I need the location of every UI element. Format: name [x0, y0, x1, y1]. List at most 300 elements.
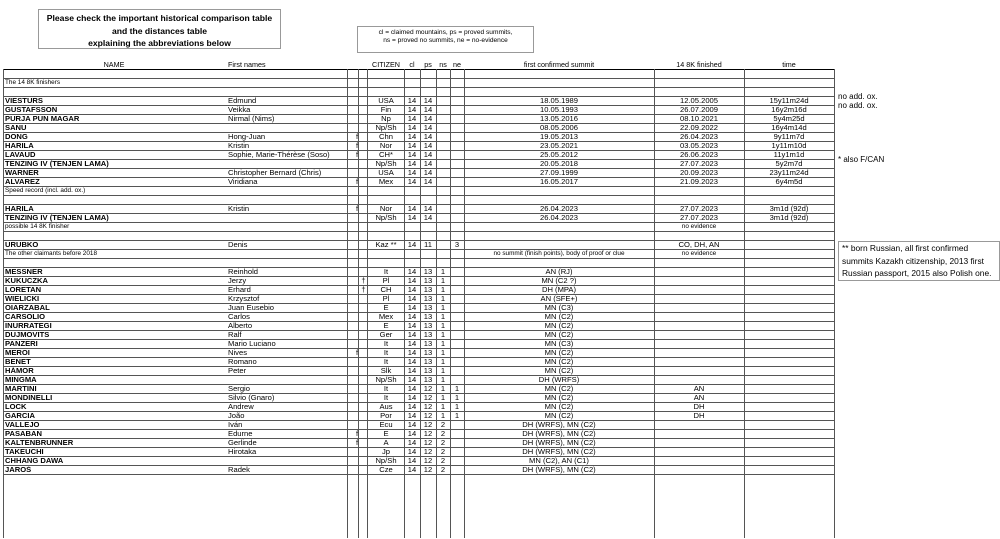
cl-cell: 14 [407, 448, 417, 456]
female-flag-cell: f [355, 349, 359, 357]
first-summit-cell: DH (WRFS), MN (C2) [522, 430, 596, 438]
ps-cell: 14 [423, 169, 433, 177]
table-row [3, 331, 835, 340]
ns-cell: 1 [440, 403, 446, 411]
cl-cell: 14 [407, 403, 417, 411]
first-summit-cell: MN (C3) [544, 340, 574, 348]
cl-cell: 14 [407, 205, 417, 213]
first-name-cell: Sergio [228, 385, 250, 393]
table-row [3, 376, 835, 385]
header-ps: ps [424, 60, 432, 69]
name-cell: LAVAUD [5, 151, 36, 159]
cl-cell: 14 [407, 439, 417, 447]
finished-cell: 27.07.2023 [679, 160, 718, 168]
finished-cell [654, 421, 744, 430]
first-name-cell: Christopher Bernard (Chris) [228, 169, 322, 177]
cl-cell: 14 [407, 106, 417, 114]
table-row [3, 367, 835, 376]
name-cell: GUSTAFSSON [5, 106, 58, 114]
ps-cell: 13 [423, 331, 433, 339]
citizen-cell: Slk [380, 367, 392, 375]
citizen-cell: Aus [379, 403, 393, 411]
ns-cell: 1 [440, 286, 446, 294]
name-cell: OIARZABAL [5, 304, 50, 312]
ns-cell: 1 [440, 313, 446, 321]
first-name-cell: Mario Luciano [228, 340, 276, 348]
finished-cell [654, 331, 744, 340]
cl-cell: 14 [407, 367, 417, 375]
cl-cell: 14 [407, 142, 417, 150]
ne-cell [450, 124, 464, 133]
time-cell [744, 349, 834, 358]
urubko-note-box [838, 241, 1000, 281]
col-divider [347, 69, 348, 538]
citizen-cell: USA [378, 169, 394, 177]
finished-cell: 27.07.2023 [679, 214, 718, 222]
ne-cell [450, 313, 464, 322]
time-cell [744, 295, 834, 304]
table-row [3, 160, 835, 169]
ps-cell: 13 [423, 322, 433, 330]
table-row [3, 394, 835, 403]
ps-cell: 14 [423, 205, 433, 213]
table-row [3, 124, 835, 133]
finished-cell: DH [693, 403, 705, 411]
ps-cell: 14 [423, 160, 433, 168]
citizen-cell: Jp [381, 448, 391, 456]
time-cell [744, 412, 834, 421]
first-summit-cell: DH (WRFS), MN (C2) [522, 439, 596, 447]
citizen-cell: It [383, 394, 389, 402]
ns-cell: 1 [440, 349, 446, 357]
citizen-cell: Ecu [379, 421, 393, 429]
name-cell: WIELICKI [5, 295, 40, 303]
table-row [3, 169, 835, 178]
cl-cell: 14 [407, 115, 417, 123]
first-summit-cell: 08.05.2006 [539, 124, 578, 132]
first-summit-cell: DH (WRFS), MN (C2) [522, 448, 596, 456]
first-summit-cell: MN (C2) [544, 358, 574, 366]
first-name-cell: Gerlinde [228, 439, 257, 447]
ps-cell: 13 [423, 313, 433, 321]
ne-cell [450, 205, 464, 214]
first-summit-cell: MN (C3) [544, 304, 574, 312]
section-row [3, 223, 835, 232]
ps-cell: 13 [423, 349, 433, 357]
ps-cell: 13 [423, 286, 433, 294]
ne-cell [450, 466, 464, 475]
first-summit-cell [464, 241, 654, 250]
ns-cell: 1 [440, 358, 446, 366]
ne-cell [450, 169, 464, 178]
side-note-gustafsson: no add. ox. [838, 101, 878, 110]
header-name: NAME [103, 60, 125, 69]
ne-cell [450, 268, 464, 277]
citizen-cell: It [383, 340, 389, 348]
table-row [3, 385, 835, 394]
first-summit-cell: no summit (finish points), body of proof or clue [493, 250, 625, 257]
time-cell [744, 277, 834, 286]
cl-cell: 14 [407, 214, 417, 222]
citizen-cell: Pl [382, 277, 390, 285]
first-summit-cell: DH (MPA) [541, 286, 577, 294]
ns-cell: 1 [440, 412, 446, 420]
table-row [3, 268, 835, 277]
name-cell: MINGMA [5, 376, 37, 384]
cl-cell: 14 [407, 277, 417, 285]
time-cell [744, 376, 834, 385]
first-name-cell: Kristin [228, 205, 250, 213]
name-cell: MEROI [5, 349, 30, 357]
ns-cell: 1 [440, 331, 446, 339]
name-cell: MONDINELLI [5, 394, 53, 402]
name-cell: MESSNER [5, 268, 43, 276]
name-cell: PASABAN [5, 430, 42, 438]
ne-cell [450, 295, 464, 304]
finished-cell: 22.09.2022 [679, 124, 718, 132]
first-name-cell: Hirotaka [228, 448, 257, 456]
ne-cell [450, 286, 464, 295]
finished-cell [654, 322, 744, 331]
ne-cell [450, 106, 464, 115]
citizen-cell: It [383, 349, 389, 357]
time-cell [744, 421, 834, 430]
ne-cell: 1 [454, 385, 460, 393]
header-ne: ne [453, 60, 461, 69]
deceased-cell: † [361, 286, 366, 294]
ne-cell [450, 331, 464, 340]
name-cell: PURJA PUN MAGAR [5, 115, 80, 123]
female-flag-cell: f [355, 439, 359, 447]
finished-cell [654, 277, 744, 286]
first-summit-cell: MN (C2), AN (C1) [529, 457, 589, 465]
first-name-cell: Edmund [228, 97, 257, 105]
col-divider [367, 69, 368, 538]
deceased-cell [360, 115, 367, 124]
first-summit-cell: MN (C2) [544, 385, 574, 393]
finished-cell [654, 358, 744, 367]
deceased-cell [360, 313, 367, 322]
female-flag-cell: f [355, 430, 359, 438]
table-row [3, 151, 835, 160]
name-cell: DONG [5, 133, 28, 141]
name-cell: KUKUCZKA [5, 277, 49, 285]
first-name-cell: Nives [228, 349, 247, 357]
ns-cell: 1 [440, 340, 446, 348]
time-cell [744, 286, 834, 295]
ps-cell: 12 [423, 403, 433, 411]
ns-cell [436, 115, 450, 124]
note-line-1: Please check the important historical comparison table [46, 13, 273, 23]
name-cell: TENZING IV (TENJEN LAMA) [5, 160, 109, 168]
finished-cell: 27.07.2023 [679, 205, 718, 213]
first-name-cell: Denis [228, 241, 248, 249]
finished-cell: no evidence [681, 223, 717, 230]
first-name-cell: Krzysztof [228, 295, 260, 303]
ps-cell: 13 [423, 376, 433, 384]
name-cell: DUJMOVITS [5, 331, 50, 339]
ps-cell: 12 [423, 448, 433, 456]
deceased-cell [360, 268, 367, 277]
table-row [3, 304, 835, 313]
deceased-cell [360, 394, 367, 403]
time-cell: 5y2m7d [775, 160, 803, 168]
deceased-cell [360, 421, 367, 430]
legend-line-1: cl = claimed mountains, ps = proved summits, [378, 29, 513, 36]
time-cell: 16y4m14d [771, 124, 807, 132]
first-summit-cell: 13.05.2016 [539, 115, 578, 123]
deceased-cell [360, 322, 367, 331]
deceased-cell [360, 376, 367, 385]
cl-cell: 14 [407, 358, 417, 366]
ps-cell: 13 [423, 340, 433, 348]
urubko-note-line-2: summits Kazakh citizenship, 2013 first [842, 255, 984, 266]
ps-cell: 12 [423, 412, 433, 420]
section-label: The other claimants before 2018 [5, 250, 98, 257]
name-cell: LORETAN [5, 286, 42, 294]
first-summit-cell: 26.04.2023 [539, 214, 578, 222]
ps-cell: 14 [423, 151, 433, 159]
citizen-cell: USA [378, 97, 394, 105]
citizen-cell: CH* [379, 151, 393, 159]
deceased-cell [360, 133, 367, 142]
ne-cell [450, 142, 464, 151]
ns-cell [436, 97, 450, 106]
ne-cell: 1 [454, 403, 460, 411]
section-label: possible 14 8K finisher [5, 223, 70, 230]
deceased-cell [360, 457, 367, 466]
finished-cell [654, 340, 744, 349]
time-cell: 23y11m24d [769, 169, 809, 177]
section-row [3, 250, 835, 259]
table-row [3, 322, 835, 331]
ns-cell [436, 106, 450, 115]
first-name-cell: Iván [228, 421, 243, 429]
ps-cell: 13 [423, 277, 433, 285]
citizen-cell: A [383, 439, 389, 447]
finished-cell: AN [693, 385, 705, 393]
first-summit-cell: DH (WRFS) [538, 376, 580, 384]
ne-cell [450, 457, 464, 466]
ne-cell [450, 304, 464, 313]
first-summit-cell: 10.05.1993 [539, 106, 578, 114]
time-cell [744, 367, 834, 376]
first-name-cell: Sophie, Marie-Thérèse (Soso) [228, 151, 330, 159]
name-cell: TAKEUCHI [5, 448, 44, 456]
first-summit-cell: MN (C2) [544, 322, 574, 330]
urubko-note-line-1: ** born Russian, all first confirmed [842, 243, 969, 253]
ne-cell [450, 133, 464, 142]
first-summit-cell: MN (C2) [544, 394, 574, 402]
cl-cell: 14 [407, 394, 417, 402]
cl-cell: 14 [407, 133, 417, 141]
deceased-cell [360, 124, 367, 133]
first-name-cell: Alberto [228, 322, 253, 330]
citizen-cell: Kaz ** [375, 241, 397, 249]
section-row [3, 187, 835, 196]
finishers-table [3, 69, 835, 539]
table-row [3, 115, 835, 124]
blank-row [3, 232, 835, 241]
cl-cell: 14 [407, 430, 417, 438]
time-cell: 9y11m7d [773, 133, 805, 141]
ns-cell [436, 214, 450, 223]
time-cell [744, 466, 834, 475]
ne-cell [450, 340, 464, 349]
ns-cell: 1 [440, 268, 446, 276]
first-name-cell [228, 160, 346, 169]
table-row [3, 133, 835, 142]
first-name-cell: João [228, 412, 245, 420]
time-cell [744, 394, 834, 403]
time-cell [744, 241, 834, 250]
col-divider [464, 69, 465, 538]
deceased-cell [360, 97, 367, 106]
ne-cell [450, 277, 464, 286]
cl-cell: 14 [407, 178, 417, 186]
first-name-cell: Romano [228, 358, 257, 366]
ns-cell: 1 [440, 277, 446, 285]
ps-cell: 12 [423, 394, 433, 402]
ne-cell [450, 178, 464, 187]
female-flag-cell: f [355, 142, 359, 150]
ne-cell [450, 439, 464, 448]
citizen-cell: Np/Sh [375, 214, 397, 222]
table-row [3, 178, 835, 187]
citizen-cell: E [383, 322, 389, 330]
citizen-cell: It [383, 385, 389, 393]
name-cell: CHHANG DAWA [5, 457, 64, 465]
deceased-cell [360, 214, 367, 223]
time-cell [744, 340, 834, 349]
col-divider [450, 69, 451, 538]
table-row [3, 97, 835, 106]
table-row [3, 421, 835, 430]
time-cell [744, 403, 834, 412]
ne-cell [450, 160, 464, 169]
cl-cell: 14 [407, 124, 417, 132]
name-cell: BENET [5, 358, 31, 366]
cl-cell: 14 [407, 241, 417, 249]
ns-cell: 1 [440, 385, 446, 393]
ps-cell: 13 [423, 295, 433, 303]
time-cell [744, 457, 834, 466]
first-summit-cell: DH (WRFS), MN (C2) [522, 466, 596, 474]
first-summit-cell: MN (C2) [544, 331, 574, 339]
col-divider [420, 69, 421, 538]
name-cell: VIESTURS [5, 97, 43, 105]
first-summit-cell: MN (C2) [544, 367, 574, 375]
ps-cell: 14 [423, 178, 433, 186]
finished-cell [654, 457, 744, 466]
female-flag-cell: f [355, 151, 359, 159]
first-name-cell [228, 214, 346, 223]
ps-cell: 13 [423, 367, 433, 375]
cl-cell: 14 [407, 349, 417, 357]
finished-cell: 26.04.2023 [679, 133, 718, 141]
ps-cell: 14 [423, 124, 433, 132]
citizen-cell: Nor [379, 142, 393, 150]
time-cell: 11y1m1d [773, 151, 805, 159]
cl-cell: 14 [407, 286, 417, 294]
name-cell: PANZERI [5, 340, 38, 348]
deceased-cell [360, 178, 367, 187]
citizen-cell: Np/Sh [375, 124, 397, 132]
table-row [3, 403, 835, 412]
time-cell [744, 430, 834, 439]
header-finished: 14 8K finished [676, 60, 722, 69]
name-cell: WARNER [5, 169, 39, 177]
col-divider [358, 69, 359, 538]
table-row [3, 412, 835, 421]
ns-cell [436, 151, 450, 160]
ne-cell [450, 349, 464, 358]
time-cell [744, 268, 834, 277]
ns-cell [436, 124, 450, 133]
name-cell: VALLEJO [5, 421, 40, 429]
ps-cell: 14 [423, 115, 433, 123]
ns-cell: 1 [440, 394, 446, 402]
side-note-viesturs: no add. ox. [838, 92, 878, 101]
deceased-cell [360, 385, 367, 394]
blank-row [3, 70, 835, 79]
name-cell: MARTINI [5, 385, 37, 393]
ns-cell [436, 133, 450, 142]
name-cell: CARSOLIO [5, 313, 46, 321]
citizen-cell: Np/Sh [375, 160, 397, 168]
time-cell: 16y2m16d [771, 106, 807, 114]
time-cell [744, 385, 834, 394]
name-cell: HARILA [5, 205, 34, 213]
table-row [3, 466, 835, 475]
name-cell: TENZING IV (TENJEN LAMA) [5, 214, 109, 222]
col-divider [744, 69, 745, 538]
table-row [3, 286, 835, 295]
ns-cell: 2 [440, 448, 446, 456]
time-cell [744, 313, 834, 322]
ns-cell: 1 [440, 304, 446, 312]
time-cell [744, 331, 834, 340]
first-summit-cell: DH (WRFS), MN (C2) [522, 421, 596, 429]
time-cell [744, 304, 834, 313]
header-time: time [782, 60, 796, 69]
cl-cell: 14 [407, 457, 417, 465]
citizen-cell: E [383, 304, 389, 312]
finished-cell: 20.09.2023 [679, 169, 718, 177]
ns-cell: 1 [440, 367, 446, 375]
first-name-cell [228, 124, 346, 133]
ne-cell [450, 430, 464, 439]
time-cell [744, 322, 834, 331]
finished-cell: no evidence [681, 250, 717, 257]
citizen-cell: It [383, 358, 389, 366]
ns-cell [436, 241, 450, 250]
table-row [3, 277, 835, 286]
first-name-cell: Jerzy [228, 277, 247, 285]
table-row [3, 358, 835, 367]
name-cell: INURRATEGI [5, 322, 52, 330]
deceased-cell [360, 241, 367, 250]
citizen-cell: Chn [379, 133, 393, 141]
ps-cell: 12 [423, 421, 433, 429]
ne-cell [450, 376, 464, 385]
first-name-cell: Erhard [228, 286, 251, 294]
cl-cell: 14 [407, 340, 417, 348]
deceased-cell [360, 151, 367, 160]
citizen-cell: Pl [382, 295, 390, 303]
first-name-cell: Kristin [228, 142, 250, 150]
cl-cell: 14 [407, 385, 417, 393]
